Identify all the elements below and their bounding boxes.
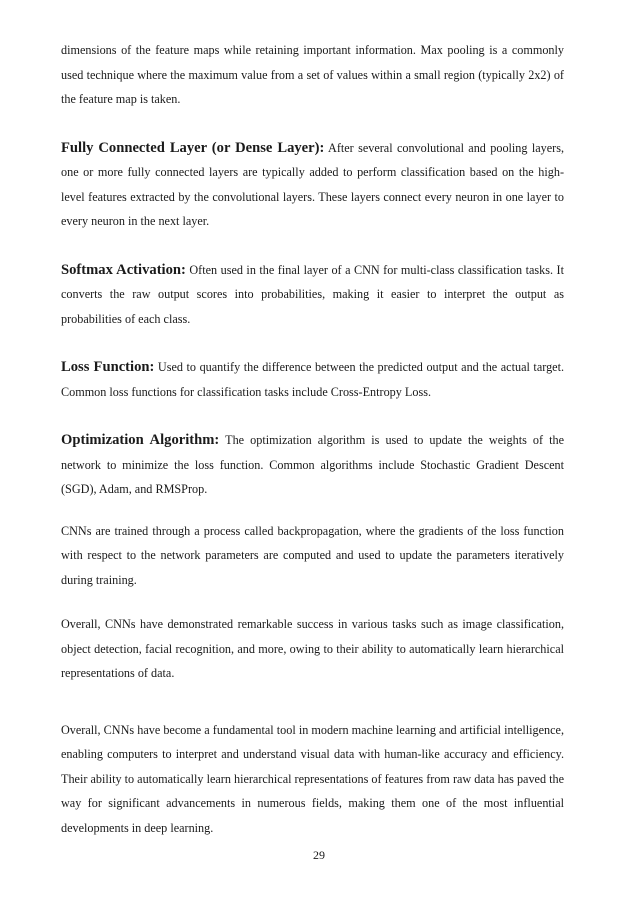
document-page <box>61 38 564 840</box>
section-fully-connected <box>61 136 564 234</box>
section-term: Loss Function: <box>61 359 155 375</box>
page-number: 29 <box>313 848 325 862</box>
section-body: The optimization algorithm is used to update the weights of the network to minimize the loss function. Common algorithms include Stochastic Gradient Descent (SGD), Adam, and RMSProp. <box>61 433 564 496</box>
section-term: Softmax Activation: <box>61 261 186 278</box>
section-term: Fully Connected Layer (or Dense Layer): <box>61 139 325 156</box>
section-optimization <box>61 428 564 502</box>
paragraph-success: Overall, CNNs have demonstrated remarkable success in various tasks such as image classification, object detection, facial recognition, and more, owing to their ability to automatically learn hierarchical representations of data. <box>61 617 564 680</box>
section-term: Optimization Algorithm: <box>61 432 220 448</box>
intro-paragraph: dimensions of the feature maps while retaining important information. Max pooling is a commonly used technique where the maximum value from a set of values within a small region (typically 2x2) of the feature map is taken. <box>61 43 564 106</box>
section-softmax <box>61 258 564 332</box>
paragraph-backpropagation: CNNs are trained through a process called backpropagation, where the gradients of the loss function with respect to the network parameters are computed and used to update the parameters iteratively during training. <box>61 523 564 587</box>
paragraph-conclusion: Overall, CNNs have become a fundamental tool in modern machine learning and artificial intelligence, enabling computers to interpret and understand visual data with human-like accuracy and efficiency. Their ability to automatically learn hierarchical representations of features from raw data has paved the way for significant advancements in numerous fields, making them one of the most influential developments in deep learning. <box>61 722 564 835</box>
section-body: Often used in the final layer of a CNN for multi-class classification tasks. It converts the raw output scores into probabilities, making it easier to interpret the output as probabilities of each class. <box>61 262 564 326</box>
section-body: After several convolutional and pooling layers, one or more fully connected layers are typically added to perform classification based on the high-level features extracted by the convolutional layers. These layers connect every neuron in one layer to every neuron in the next layer. <box>61 140 564 228</box>
section-body: Used to quantify the difference between the predicted output and the actual target. Common loss functions for classification tasks include Cross-Entropy Loss. <box>61 360 565 399</box>
section-loss-function <box>61 355 564 404</box>
